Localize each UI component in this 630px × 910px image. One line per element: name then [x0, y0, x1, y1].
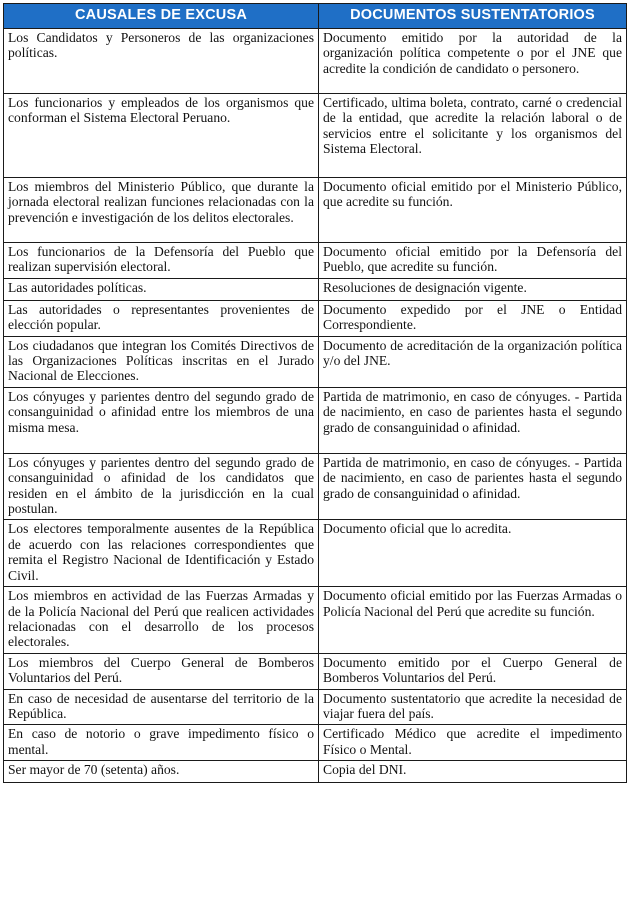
table-row [4, 278, 627, 300]
documento-cell: Copia del DNI. [319, 761, 627, 783]
causal-cell: Los cónyuges y parientes dentro del segundo grado de consanguinidad o afinidad entre los miembros de una misma mesa. [4, 387, 319, 453]
table-row [4, 453, 627, 520]
table-row [4, 520, 627, 587]
causal-cell: Los Candidatos y Personeros de las organizaciones políticas. [4, 29, 319, 94]
causal-cell: Los miembros en actividad de las Fuerzas Armadas y de la Policía Nacional del Perú que realicen actividades relacionadas con el desarrollo de los procesos electorales. [4, 587, 319, 654]
causal-cell: Los miembros del Cuerpo General de Bomberos Voluntarios del Perú. [4, 653, 319, 689]
documento-cell: Documento oficial emitido por las Fuerzas Armadas o Policía Nacional del Perú que acredite su función. [319, 587, 627, 654]
documento-cell: Documento emitido por el Cuerpo General de Bomberos Voluntarios del Perú. [319, 653, 627, 689]
table-row [4, 178, 627, 243]
causal-cell: Las autoridades o representantes provenientes de elección popular. [4, 300, 319, 336]
causal-cell: Los funcionarios de la Defensoría del Pueblo que realizan supervisión electoral. [4, 243, 319, 279]
excusas-table [3, 3, 627, 783]
documento-cell: Documento oficial emitido por el Ministerio Público, que acredite su función. [319, 178, 627, 243]
documento-cell: Partida de matrimonio, en caso de cónyuges. - Partida de nacimiento, en caso de parientes hasta el segundo grado de consanguinidad o afinidad. [319, 387, 627, 453]
documento-cell: Documento emitido por la autoridad de la organización política competente o por el JNE que acredite la condición de candidato o personero. [319, 29, 627, 94]
causal-cell: En caso de notorio o grave impedimento físico o mental. [4, 725, 319, 761]
table-row [4, 29, 627, 94]
header-documentos: DOCUMENTOS SUSTENTATORIOS [319, 4, 627, 29]
documento-cell: Documento de acreditación de la organización política y/o del JNE. [319, 336, 627, 387]
header-causales: CAUSALES DE EXCUSA [4, 4, 319, 29]
table-body [4, 29, 627, 783]
causal-cell: Los electores temporalmente ausentes de la República de acuerdo con las relaciones correspondientes que remita el Registro Nacional de Identificación y Estado Civil. [4, 520, 319, 587]
table-row [4, 94, 627, 178]
table-row [4, 336, 627, 387]
documento-cell: Documento sustentatorio que acredite la necesidad de viajar fuera del país. [319, 689, 627, 725]
documento-cell: Documento oficial emitido por la Defensoría del Pueblo, que acredite su función. [319, 243, 627, 279]
documento-cell: Resoluciones de designación vigente. [319, 278, 627, 300]
causal-cell: Ser mayor de 70 (setenta) años. [4, 761, 319, 783]
documento-cell: Partida de matrimonio, en caso de cónyuges. - Partida de nacimiento, en caso de parientes hasta el segundo grado de consanguinidad o afinidad. [319, 453, 627, 520]
documento-cell: Documento oficial que lo acredita. [319, 520, 627, 587]
causal-cell: Los miembros del Ministerio Público, que durante la jornada electoral realizan funciones relacionadas con la prevención e investigación de los delitos electorales. [4, 178, 319, 243]
table-header [4, 4, 627, 29]
table-row [4, 689, 627, 725]
causal-cell: Los funcionarios y empleados de los organismos que conforman el Sistema Electoral Peruano. [4, 94, 319, 178]
table-row [4, 761, 627, 783]
causal-cell: Los cónyuges y parientes dentro del segundo grado de consanguinidad o afinidad de los candidatos que residen en el ámbito de la jurisdicción en la cual postulan. [4, 453, 319, 520]
causal-cell: Los ciudadanos que integran los Comités Directivos de las Organizaciones Políticas inscritas en el Jurado Nacional de Elecciones. [4, 336, 319, 387]
table-row [4, 587, 627, 654]
table-row [4, 387, 627, 453]
causal-cell: En caso de necesidad de ausentarse del territorio de la República. [4, 689, 319, 725]
table-row [4, 653, 627, 689]
documento-cell: Certificado, ultima boleta, contrato, carné o credencial de la entidad, que acredite la relación laboral o de servicios entre el solicitante y los organismos del Sistema Electoral. [319, 94, 627, 178]
causal-cell: Las autoridades políticas. [4, 278, 319, 300]
documento-cell: Certificado Médico que acredite el impedimento Físico o Mental. [319, 725, 627, 761]
documento-cell: Documento expedido por el JNE o Entidad Correspondiente. [319, 300, 627, 336]
table-row [4, 243, 627, 279]
table-row [4, 300, 627, 336]
table-row [4, 725, 627, 761]
header-row [4, 4, 627, 29]
